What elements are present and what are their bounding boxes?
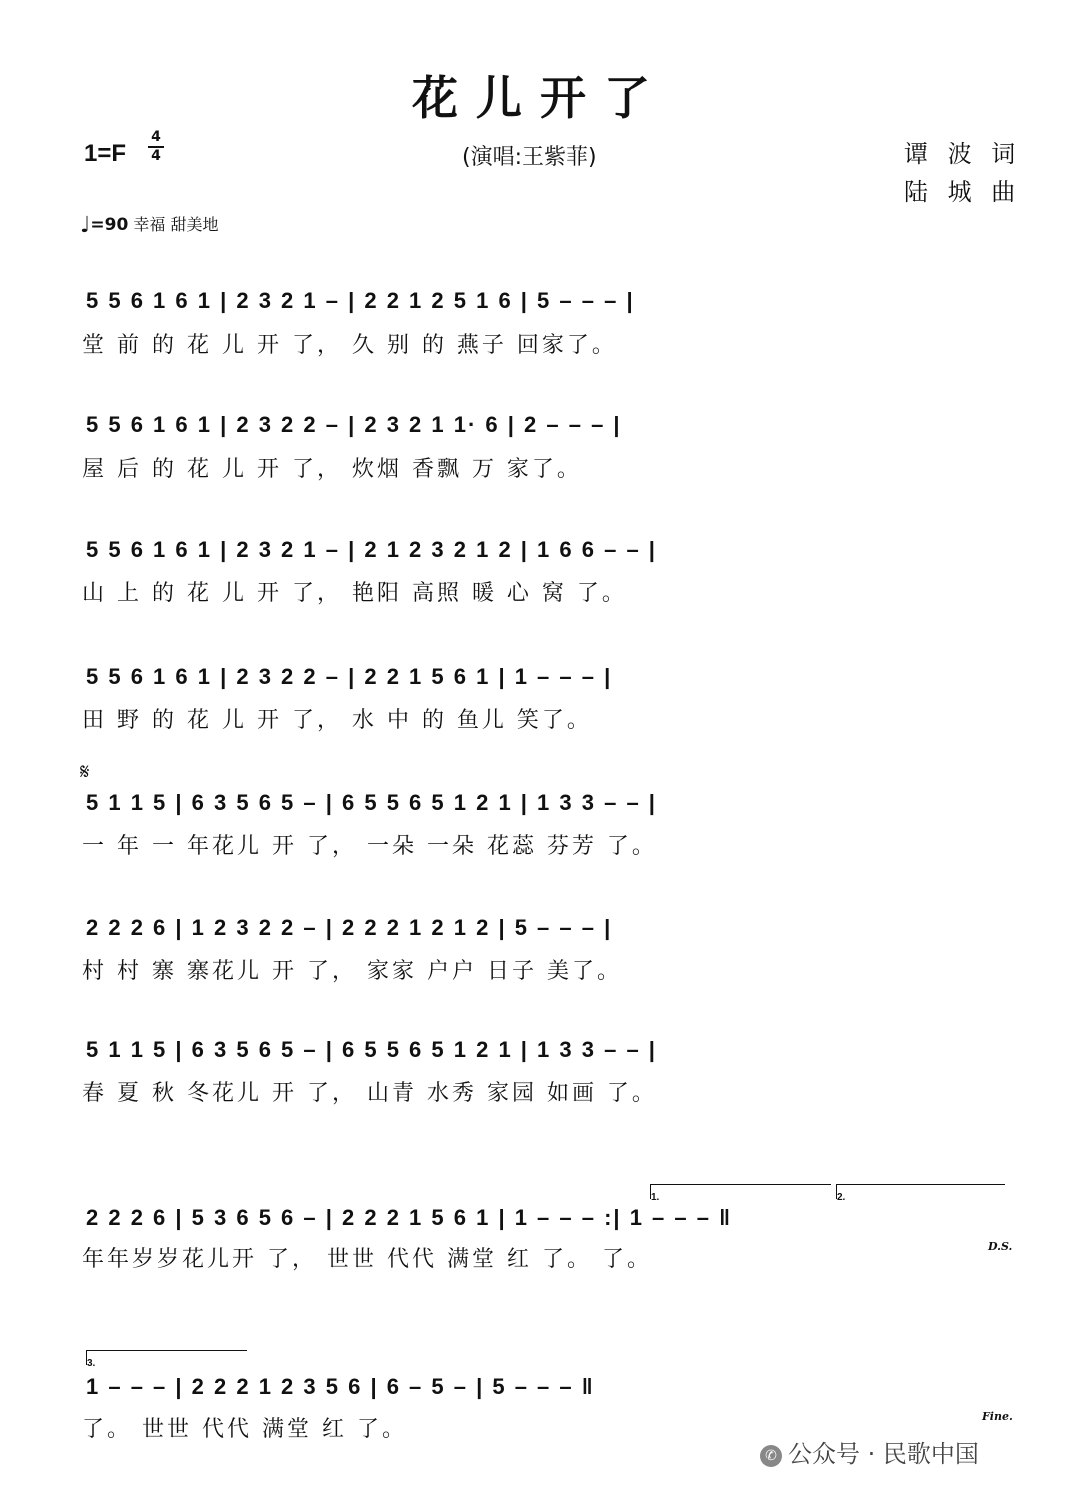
lyrics-line-9: 了。 世世 代代 满堂 红 了。: [82, 1417, 407, 1442]
tempo-expression: 幸福 甜美地: [133, 215, 219, 234]
quarter-note-icon: ♩: [80, 213, 91, 238]
notes-line-4: 5 5 6 1 6 1 | 2 3 2 2 – | 2 2 1 5 6 1 | 1 – – – |: [86, 664, 613, 689]
performer-credit: (演唱:王紫菲): [462, 145, 597, 170]
notes-line-7: 5 1 1 5 | 6 3 5 6 5 – | 6 5 5 6 5 1 2 1 | 1 3 3 – – |: [86, 1037, 657, 1062]
notes-line-6: 2 2 2 6 | 1 2 3 2 2 – | 2 2 2 1 2 1 2 | 5 – – – |: [86, 915, 613, 940]
lyrics-line-4: 田 野 的 花 儿 开 了， 水 中 的 鱼儿 笑了。: [82, 708, 592, 733]
volta-label-1: 1.: [651, 1192, 660, 1203]
meter-bottom: 4: [151, 148, 161, 164]
notes-line-3: 5 5 6 1 6 1 | 2 3 2 1 – | 2 1 2 3 2 1 2 | 1 6 6 – – |: [86, 537, 657, 562]
tempo-marking: [80, 212, 218, 238]
lyrics-line-6: 村 村 寨 寨花儿 开 了， 家家 户户 日子 美了。: [82, 959, 622, 984]
lyrics-line-1: 堂 前 的 花 儿 开 了， 久 别 的 燕子 回家了。: [82, 333, 617, 358]
notes-line-1: 5 5 6 1 6 1 | 2 3 2 1 – | 2 2 1 2 5 1 6 | 5 – – – |: [86, 288, 635, 313]
segno-sign: 𝄋: [80, 760, 90, 785]
volta-bracket-2: [836, 1184, 1005, 1203]
lyrics-line-2: 屋 后 的 花 儿 开 了， 炊烟 香飘 万 家了。: [82, 457, 582, 482]
notes-line-9: 1 – – – | 2 2 2 1 2 3 5 6 | 6 – 5 – | 5 – – – ‖: [86, 1374, 595, 1399]
notes-line-2: 5 5 6 1 6 1 | 2 3 2 2 – | 2 3 2 1 1· 6 | 2 – – – |: [86, 412, 622, 437]
lyricist-credit: 谭 波 词: [904, 140, 1022, 168]
lyrics-line-7: 春 夏 秋 冬花儿 开 了， 山青 水秀 家园 如画 了。: [82, 1081, 657, 1106]
notes-line-5: 5 1 1 5 | 6 3 5 6 5 – | 6 5 5 6 5 1 2 1 | 1 3 3 – – |: [86, 790, 657, 815]
volta-bracket-1: [650, 1184, 831, 1203]
lyrics-line-3: 山 上 的 花 儿 开 了， 艳阳 高照 暖 心 窝 了。: [82, 581, 627, 606]
fine-mark: Fine.: [982, 1410, 1013, 1423]
key-signature: 1=F: [84, 140, 127, 167]
lyrics-line-5: 一 年 一 年花儿 开 了， 一朵 一朵 花蕊 芬芳 了。: [82, 834, 657, 859]
meter-top: 4: [151, 129, 161, 145]
volta-label-2: 2.: [837, 1192, 846, 1203]
tempo-bpm: =90: [90, 215, 129, 235]
song-title: 花儿开了: [412, 71, 668, 125]
time-signature: [148, 130, 164, 164]
notes-line-8: 2 2 2 6 | 5 3 6 5 6 – | 2 2 2 1 5 6 1 | 1 – – – :| 1 – – – ‖: [86, 1205, 733, 1230]
watermark: [760, 1434, 979, 1469]
ds-mark: D.S.: [988, 1240, 1013, 1253]
volta-label-3: 3.: [87, 1358, 96, 1369]
lyrics-line-8: 年年岁岁花儿开 了， 世世 代代 满堂 红 了。 了。: [82, 1247, 652, 1272]
composer-credit: 陆 城 曲: [904, 178, 1022, 206]
wechat-icon: ✆: [760, 1445, 782, 1467]
watermark-text: 公众号 · 民歌中国: [788, 1440, 979, 1468]
volta-bracket-3: [86, 1350, 247, 1369]
